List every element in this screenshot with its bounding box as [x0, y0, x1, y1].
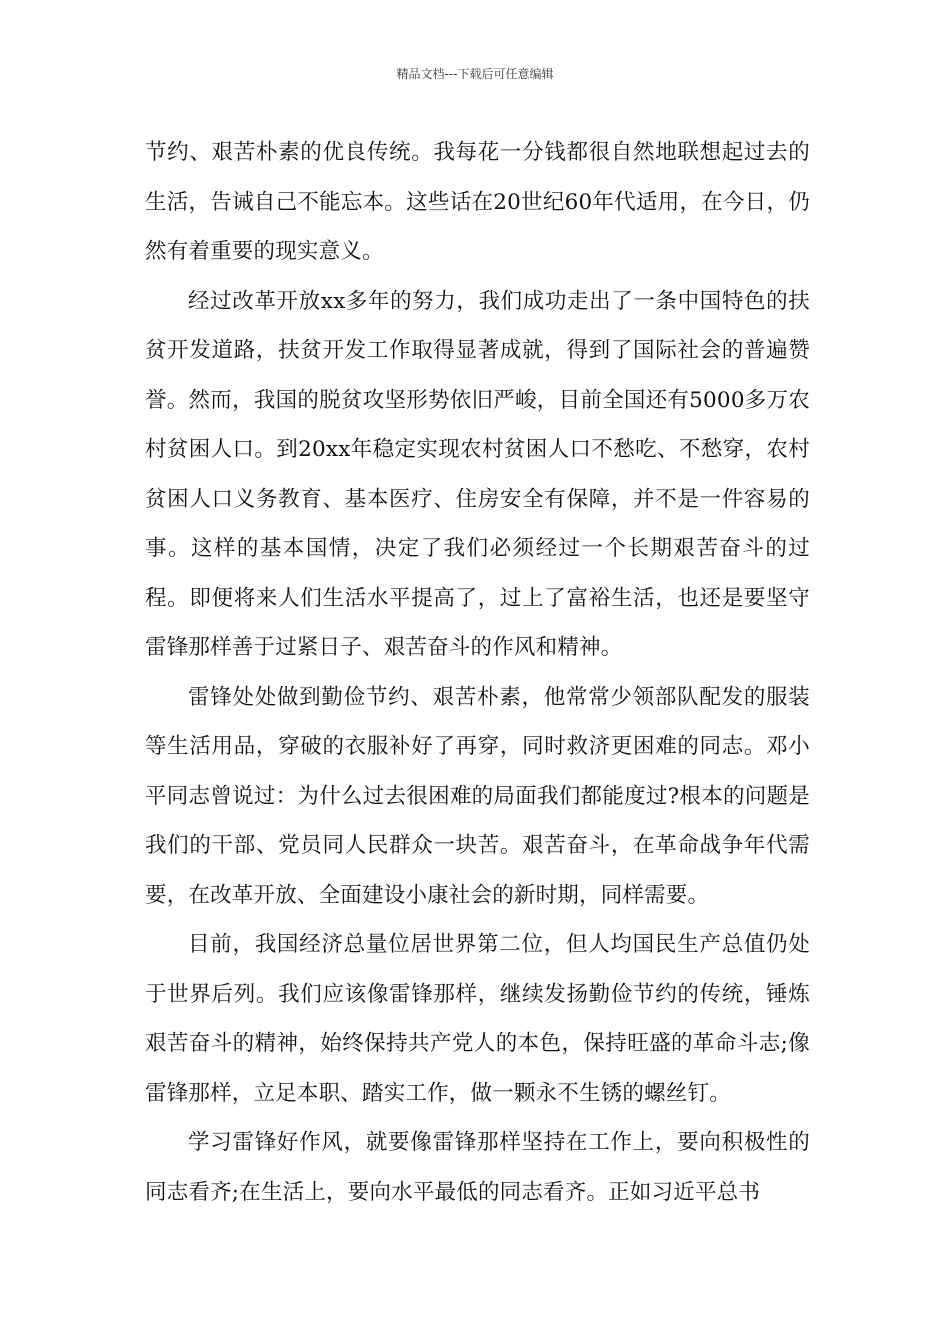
document-body	[145, 128, 810, 1217]
paragraph-continuation: 节约、艰苦朴素的优良传统。我每花一分钱都很自然地联想起过去的生活，告诫自己不能忘本。这些话在20世纪60年代适用，在今日，仍然有着重要的现实意义。	[145, 140, 810, 264]
paragraph-poverty-alleviation: 经过改革开放xx多年的努力，我们成功走出了一条中国特色的扶贫开发道路，扶贫开发工作取得显著成就，得到了国际社会的普遍赞誉。然而，我国的脱贫攻坚形势依旧严峻，目前全国还有5000多万农村贫困人口。到20xx年稳定实现农村贫困人口不愁吃、不愁穿，农村贫困人口义务教育、基本医疗、住房安全有保障，并不是一件容易的事。这样的基本国情，决定了我们必须经过一个长期艰苦奋斗的过程。即便将来人们生活水平提高了，过上了富裕生活，也还是要坚守雷锋那样善于过紧日子、艰苦奋斗的作风和精神。	[145, 288, 810, 660]
paragraph-lei-feng-frugality: 雷锋处处做到勤俭节约、艰苦朴素，他常常少领部队配发的服装等生活用品，穿破的衣服补好了再穿，同时救济更困难的同志。邓小平同志曾说过：为什么过去很困难的局面我们都能度过?根本的问题是我们的干部、党员同人民群众一块苦。艰苦奋斗，在革命战争年代需要，在改革开放、全面建设小康社会的新时期，同样需要。	[145, 684, 810, 908]
paragraph-economy: 目前，我国经济总量位居世界第二位，但人均国民生产总值仍处于世界后列。我们应该像雷锋那样，继续发扬勤俭节约的传统，锤炼艰苦奋斗的精神，始终保持共产党人的本色，保持旺盛的革命斗志;像雷锋那样，立足本职、踏实工作，做一颗永不生锈的螺丝钉。	[145, 932, 810, 1106]
page-header: 精品文档---下载后可任意编辑	[396, 67, 554, 81]
paragraph-learn-lei-feng: 学习雷锋好作风，就要像雷锋那样坚持在工作上，要向积极性的同志看齐;在生活上，要向水平最低的同志看齐。正如习近平总书	[145, 1130, 810, 1205]
